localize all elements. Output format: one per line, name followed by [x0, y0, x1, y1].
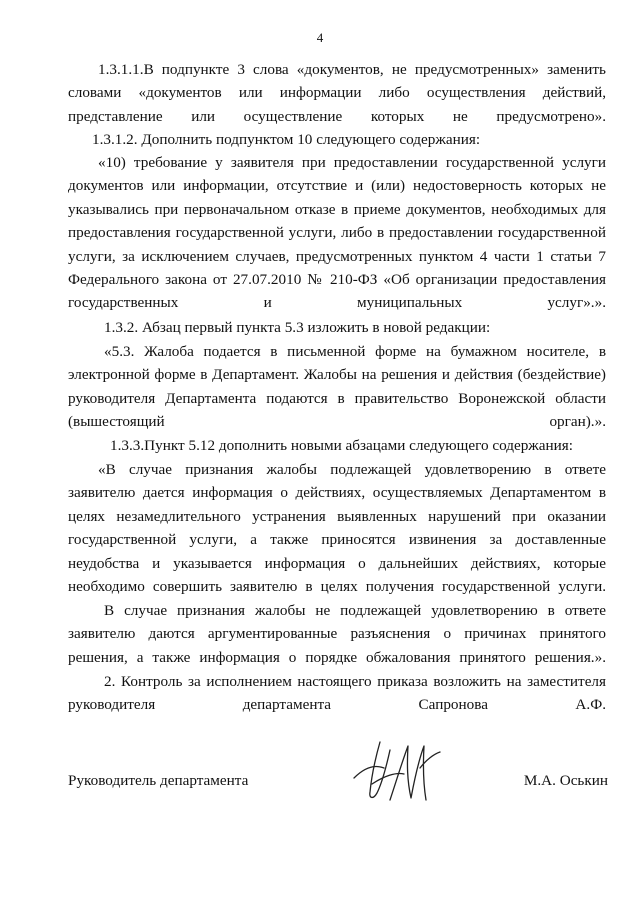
- paragraph-complaint-rejected: В случае признания жалобы не подлежащей удовлетворению в ответе заявителю даются аргументированные разъяснения о причинах принятого решения, а также информация о порядке обжалования принятого решения.».: [68, 602, 606, 666]
- paragraph-control: 2. Контроль за исполнением настоящего приказа возложить на заместителя руководителя департамента Сапронова А.Ф.: [68, 673, 606, 714]
- paragraph-quote-complaint-satisfied: «В случае признания жалобы подлежащей удовлетворению в ответе заявителю дается информация о действиях, осуществляемых Департаментом в целях незамедлительного устранения выявленных нарушений при оказании государственной услуги, а также приносятся извинения за доставленные неудобства и указывается информация о дальнейших действиях, которые необходимо совершить заявителю в целях получения государственной услуги.: [68, 461, 606, 596]
- paragraph-1-3-1-1: 1.3.1.1.В подпункте 3 слова «документов, не предусмотренных» заменить словами «документов или информации либо осуществления действий, представление или осуществление которых не предусмотрено».: [68, 61, 606, 125]
- page-number: 4: [316, 30, 324, 45]
- paragraph-1-3-3: 1.3.3.Пункт 5.12 дополнить новыми абзацами следующего содержания:: [110, 437, 573, 454]
- paragraph-1-3-2: 1.3.2. Абзац первый пункта 5.3 изложить в новой редакции:: [104, 319, 491, 336]
- handwritten-signature: [350, 738, 442, 804]
- signatory-title: Руководитель департамента: [68, 772, 249, 789]
- signatory-name: М.А. Оськин: [523, 772, 608, 789]
- paragraph-1-3-1-2: 1.3.1.2. Дополнить подпунктом 10 следующего содержания:: [92, 131, 481, 148]
- paragraph-quote-5-3: «5.3. Жалоба подается в письменной форме на бумажном носителе, в электронной форме в Департамент. Жалобы на решения и действия (бездействие) руководителя Департамента подаются в правительство Воронежской области (вышестоящий орган).».: [68, 343, 606, 431]
- paragraph-quote-10: «10) требование у заявителя при предоставлении государственной услуги документов или информации, отсутствие и (или) недостоверность которых не указывались при первоначальном отказе в приеме документов, необходимых для предоставления государственной услуги, либо в предоставлении государственной услуги, за исключением случаев, предусмотренных пунктом 4 части 1 статьи 7 Федерального закона от 27.07.2010 № 210-ФЗ «Об организации предоставления государственных и муниципальных услуг».».: [68, 154, 606, 312]
